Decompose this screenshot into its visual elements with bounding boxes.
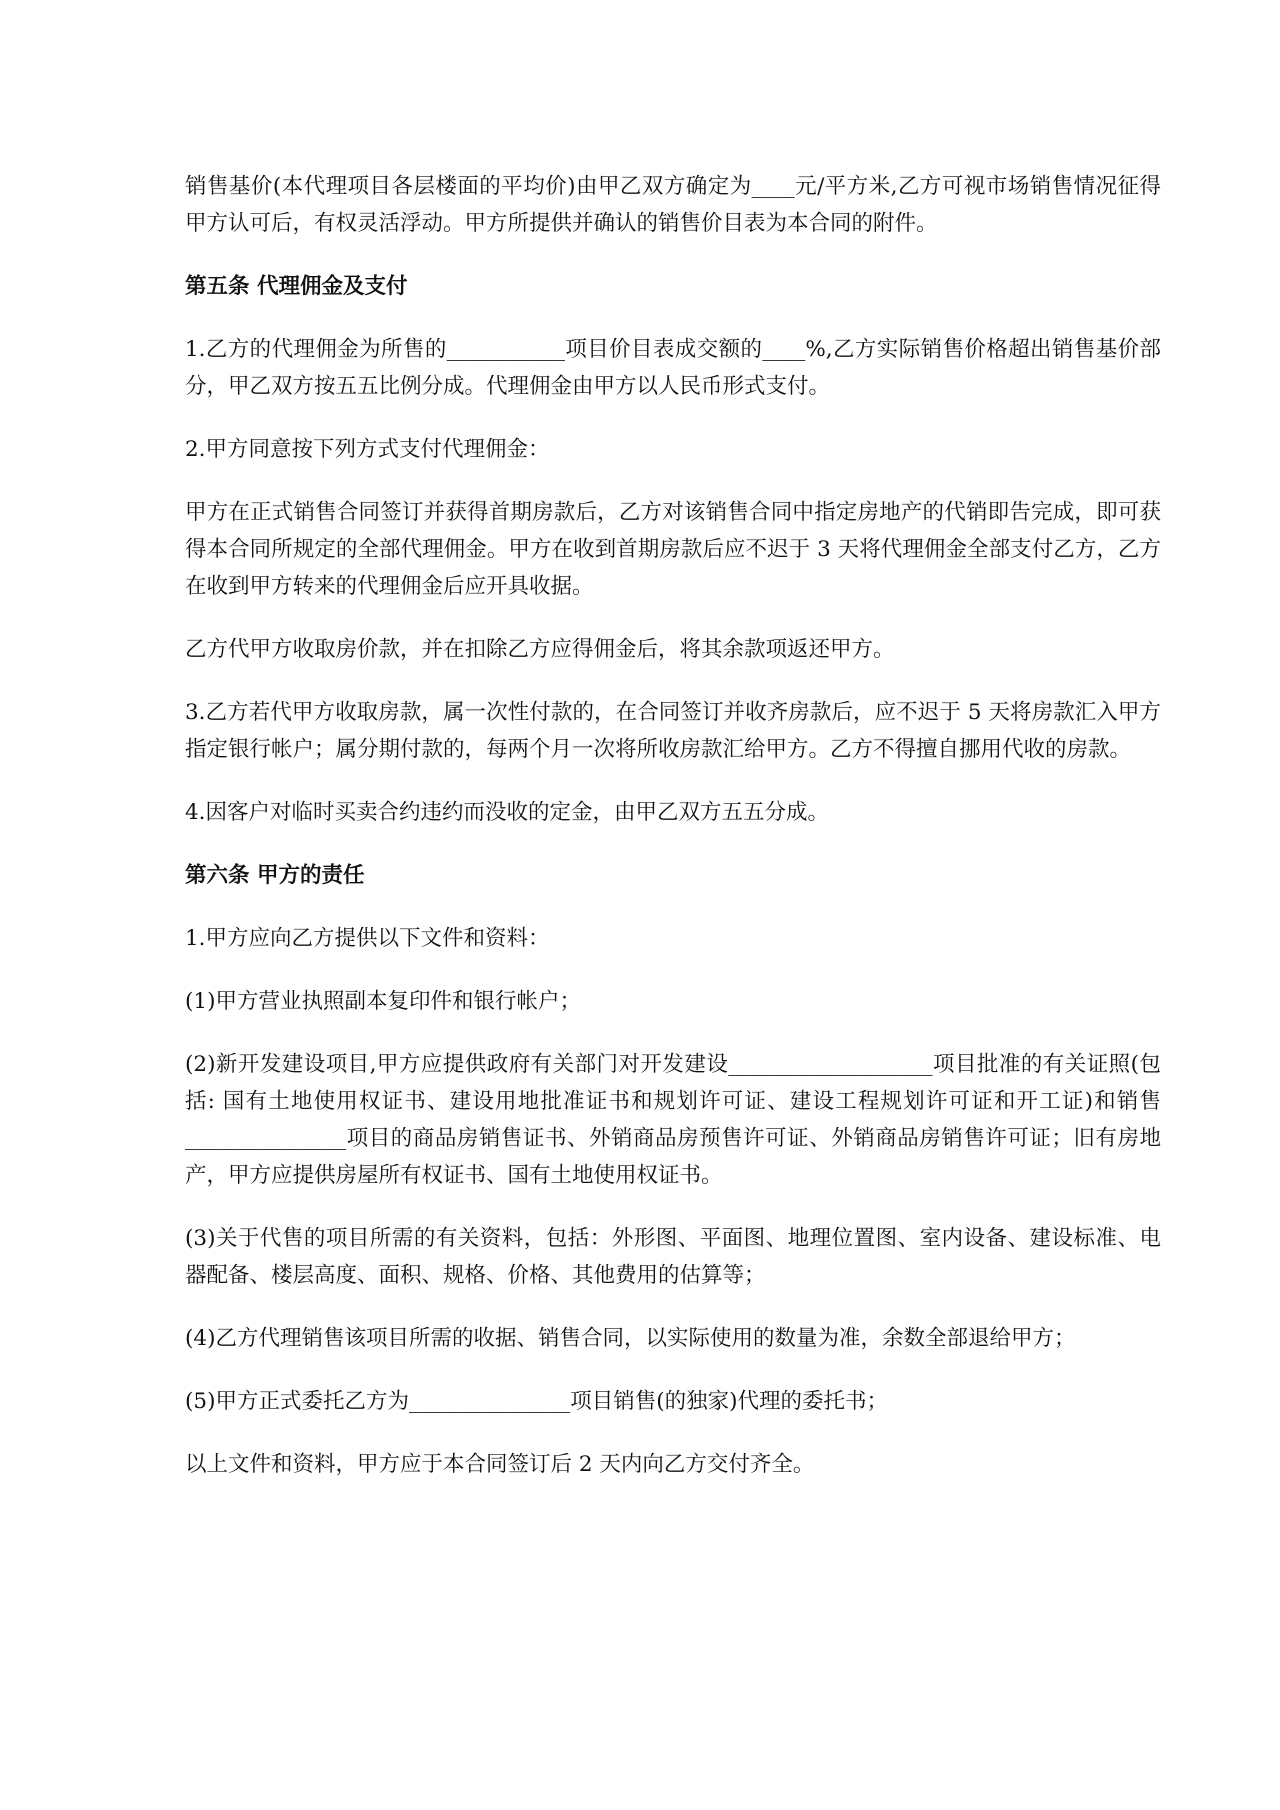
- heading-article-5: 第五条 代理佣金及支付: [185, 274, 408, 299]
- paragraph-item-3: (3)关于代售的项目所需的有关资料，包括：外形图、平面图、地理位置图、室内设备、建设标准、电器配备、楼层高度、面积、规格、价格、其他费用的估算等；: [185, 1226, 1161, 1288]
- paragraph-payment-terms: 甲方在正式销售合同签订并获得首期房款后，乙方对该销售合同中指定房地产的代销即告完成，即可获得本合同所规定的全部代理佣金。甲方在收到首期房款后应不迟于 3 天将代理佣金全部支付乙方，乙方在收到甲方转来的代理佣金后应开具收据。: [185, 500, 1161, 599]
- paragraph-sales-base-price: 销售基价(本代理项目各层楼面的平均价)由甲乙双方确定为____元/平方米,乙方可视市场销售情况征得甲方认可后，有权灵活浮动。甲方所提供并确认的销售价目表为本合同的附件。: [185, 174, 1161, 236]
- paragraph-documents-intro: 1.甲方应向乙方提供以下文件和资料：: [185, 926, 550, 951]
- paragraph-item-1: (1)甲方营业执照副本复印件和银行帐户；: [185, 989, 581, 1014]
- heading-article-6: 第六条 甲方的责任: [185, 863, 365, 888]
- paragraph-commission-rate: 1.乙方的代理佣金为所售的___________项目价目表成交额的____%,乙方实际销售价格超出销售基价部分，甲乙双方按五五比例分成。代理佣金由甲方以人民币形式支付。: [185, 337, 1161, 399]
- paragraph-item-2: (2)新开发建设项目,甲方应提供政府有关部门对开发建设___________________项目批准的有关证照(包括: 国有土地使用权证书、建设用地批准证书和规划许可证、建设工程规划许可证和开工证)和销售_______________项目的商品房销售证书、外销商品房预售许可证、外销商品房销售许可证；旧有房地产，甲方应提供房屋所有权证书、国有土地使用权证书。: [185, 1052, 1161, 1188]
- paragraph-delivery-deadline: 以上文件和资料，甲方应于本合同签订后 2 天内向乙方交付齐全。: [185, 1452, 815, 1477]
- paragraph-payment-method-intro: 2.甲方同意按下列方式支付代理佣金：: [185, 437, 550, 462]
- document-page: [185, 168, 1161, 1509]
- paragraph-collection-return: 乙方代甲方收取房价款，并在扣除乙方应得佣金后，将其余款项返还甲方。: [185, 637, 895, 662]
- paragraph-item-5: (5)甲方正式委托乙方为_______________项目销售(的独家)代理的委托书；: [185, 1389, 888, 1414]
- paragraph-remittance: 3.乙方若代甲方收取房款，属一次性付款的，在合同签订并收齐房款后，应不迟于 5 天将房款汇入甲方指定银行帐户；属分期付款的，每两个月一次将所收房款汇给甲方。乙方不得擅自挪用代收的房款。: [185, 700, 1161, 762]
- paragraph-deposit-split: 4.因客户对临时买卖合约违约而没收的定金，由甲乙双方五五分成。: [185, 800, 830, 825]
- paragraph-item-4: (4)乙方代理销售该项目所需的收据、销售合同，以实际使用的数量为准，余数全部退给甲方；: [185, 1326, 1076, 1351]
